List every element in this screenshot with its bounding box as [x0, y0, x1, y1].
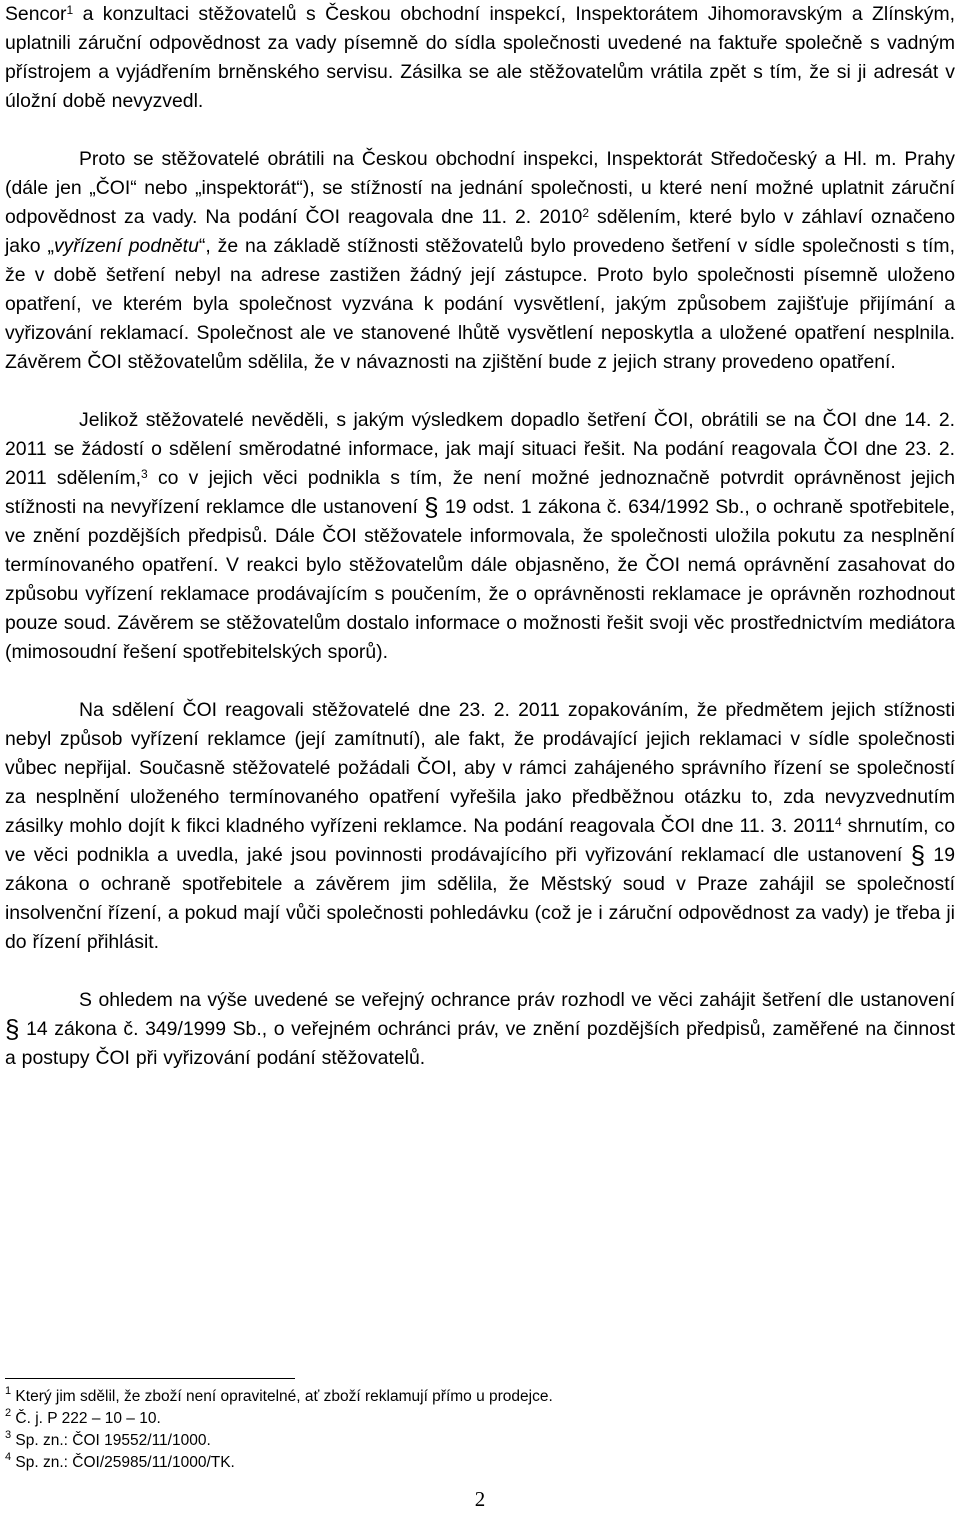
footnote-ref-3: 3: [141, 466, 148, 481]
paragraph-1: [5, 0, 955, 116]
text-run: 19 zákona o ochraně spotřebitele a závěrem jim sdělila, že Městský soud v Praze zahájil se společností insolvenční řízení, a pokud mají vůči společnosti pohledávku (což je i záruční odpovědnost za vady) je třeba ji do řízení přihlásit.: [5, 844, 955, 953]
text-run: a konzultaci stěžovatelů s Českou obchodní inspekcí, Inspektorátem Jihomoravským a Zlínským, uplatnili záruční odpovědnost za vady písemně do sídla společnosti uvedené na faktuře společně s vadným přístrojem a vyjádřením brněnského servisu. Zásilka se ale stěžovatelům vrátila zpět s tím, že si ji adresát v úložní době nevyzvedl.: [5, 3, 955, 112]
footnote-text: Sp. zn.: ČOI 19552/11/1000.: [11, 1432, 211, 1449]
text-run: Sencor: [5, 3, 67, 25]
document-page: [5, 0, 955, 1073]
footnote-4: [5, 1452, 955, 1474]
text-run: Jelikož stěžovatelé nevěděli, s jakým výsledkem dopadlo šetření ČOI, obrátili se na ČOI dne 14. 2. 2011 se žádostí o sdělení směrodatné informace, jak mají situaci řešit. Na podání reagovala ČOI dne 23. 2. 2011 sdělením,: [5, 409, 955, 489]
text-run: Proto se stěžovatelé obrátili na Českou obchodní inspekci, Inspektorát Středočeský a Hl. m. Prahy (dále jen „ČOI“ nebo „inspektorát“), se stížností na jednání společnosti, u které není možné uplatnit záruční odpovědnost za vady. Na podání ČOI reagovala dne 11. 2. 2010: [5, 148, 955, 228]
text-run: shrnutím, co ve věci podnikla a uvedla, jaké jsou povinnosti prodávajícího při vyřizování reklamací dle ustanovení: [5, 815, 955, 866]
footnote-ref-2: 2: [582, 205, 590, 220]
footnote-number: 4: [5, 1450, 12, 1463]
paragraph-3: [5, 406, 955, 667]
section-sign: §: [424, 492, 439, 522]
footnote-separator: [5, 1378, 295, 1379]
paragraph-5: [5, 986, 955, 1073]
footnote-number: 3: [5, 1428, 12, 1441]
text-run: S ohledem na výše uvedené se veřejný ochrance práv rozhodl ve věci zahájit šetření dle ustanovení: [79, 989, 955, 1011]
footnote-ref-4: 4: [834, 814, 842, 829]
italic-phrase: vyřízení podnětu: [53, 235, 199, 257]
text-run: 14 zákona č. 349/1999 Sb., o veřejném ochránci práv, ve znění pozdějších předpisů, zaměřené na činnost a postupy ČOI při vyřizování podání stěžovatelů.: [5, 1018, 955, 1069]
paragraph-4: [5, 696, 955, 957]
footnote-text: Č. j. P 222 – 10 – 10.: [11, 1410, 161, 1427]
text-run: sdělením, které bylo v záhlaví označeno jako „: [5, 206, 955, 257]
paragraph-2: [5, 145, 955, 377]
section-sign: §: [5, 1014, 20, 1044]
section-sign: §: [910, 840, 926, 870]
footnote-1: [5, 1386, 955, 1408]
text-run: “, že na základě stížnosti stěžovatelů bylo provedeno šetření v sídle společnosti s tím, že v době šetření nebyl na adrese zastižen žádný její zástupce. Proto bylo společnosti písemně uloženo opatření, ve kterém byla společnost vyzvána k podání vysvětlení, jakým způsobem zajišťuje přijímání a vyřizování reklamací. Společnost ale ve stanovené lhůtě vysvětlení neposkytla a uložené opatření nesplnila. Závěrem ČOI stěžovatelům sdělila, že v návaznosti na zjištění bude z jejich strany provedeno opatření.: [5, 235, 955, 373]
footnotes: [5, 1386, 955, 1474]
text-run: Na sdělení ČOI reagovali stěžovatelé dne 23. 2. 2011 zopakováním, že předmětem jejich stížnosti nebyl způsob vyřízení reklamce (její zamítnutí), ale fakt, že prodávající jejich reklamaci v sídle společnosti vůbec nepřijal. Současně stěžovatelé požádali ČOI, aby v rámci zahájeného správního řízení se společností za nesplnění uloženého termínovaného opatření vyřešila jako předběžnou otázku to, zda nevyzvednutím zásilky mohlo dojít k fikci kladného vyřízeni reklamce. Na podání reagovala ČOI dne 11. 3. 2011: [5, 699, 955, 837]
page-number: 2: [474, 1487, 486, 1511]
text-run: co v jejich věci podnikla s tím, že není možné jednoznačně potvrdit oprávněnost jejich stížnosti na nevyřízení reklamce dle ustanovení: [5, 467, 956, 518]
footnote-2: [5, 1408, 955, 1430]
footnote-text: Který jim sdělil, že zboží není opravitelné, ať zboží reklamují přímo u prodejce.: [11, 1388, 553, 1405]
footnote-number: 1: [5, 1384, 12, 1397]
footnote-text: Sp. zn.: ČOI/25985/11/1000/TK.: [11, 1454, 235, 1471]
text-run: 19 odst. 1 zákona č. 634/1992 Sb., o ochraně spotřebitele, ve znění pozdějších předpisů. Dále ČOI stěžovatele informovala, že společnosti uložila pokutu za nesplnění termínovaného opatření. V reakci bylo stěžovatelům dále objasněno, že ČOI nemá oprávnění zasahovat do způsobu vyřízení reklamace prodávajícím s poučením, že o oprávněnosti reklamace je oprávněn rozhodnout pouze soud. Závěrem se stěžovatelům dostalo informace o možnosti řešit svoji věc prostřednictvím mediátora (mimosoudní řešení spotřebitelských sporů).: [5, 496, 955, 663]
footnote-3: [5, 1430, 955, 1452]
footnote-number: 2: [5, 1406, 12, 1419]
footnote-ref-1: 1: [66, 2, 74, 17]
